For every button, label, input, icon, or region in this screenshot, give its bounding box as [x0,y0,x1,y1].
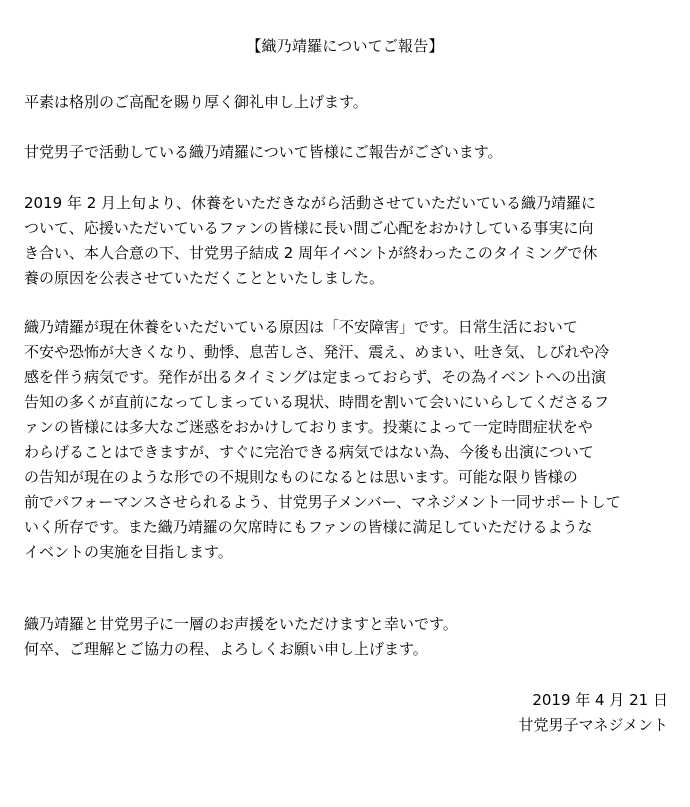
text-line: 甘党男子で活動している織乃靖羅について皆様にご報告がございます。 [24,143,503,161]
text-line: 不安や恐怖が大きくなり、動悸、息苦しさ、発汗、震え、めまい、吐き気、しびれや冷 [24,343,610,361]
text-line: 織乃靖羅と甘党男子に一層のお声援をいただけますと幸いです。 [24,615,458,633]
text-line: イベントの実施を目指します。 [24,543,233,561]
paragraph-intro [24,140,672,165]
text-line: 2019 年 2 月上旬より、休養をいただきながら活動させていただいている織乃靖羅に [24,194,597,212]
text-line: 平素は格別のご高配を賜り厚く御礼申し上げます。 [24,93,368,111]
text-line: いく所存です。また織乃靖羅の欠席時にもファンの皆様に満足していただけるような [24,518,593,536]
paragraph-closing [24,612,672,662]
text-line: の告知が現在のような形での不規則なものになるとは思います。可能な限り皆様の [24,468,578,486]
text-line: 告知の多くが直前になってしまっている現状、時間を割いて会いにいらしてくださるフ [24,393,610,411]
document-title: 【織乃靖羅についてご報告】 [246,37,444,55]
signature-org: 甘党男子マネジメント [518,716,668,734]
paragraph-announcement [24,191,672,291]
text-line: わらげることはできますが、すぐに完治できる病気ではない為、今後も出演について [24,443,594,461]
text-line: き合い、本人合意の下、甘党男子結成 2 周年イベントが終わったこのタイミングで休 [24,244,598,262]
text-line: 何卒、ご理解とご協力の程、よろしくお願い申し上げます。 [24,640,428,658]
signature-date: 2019 年 4 月 21 日 [532,691,668,709]
text-line: ァンの皆様には多大なご迷惑をおかけしております。投薬によって一定時間症状をや [24,418,593,436]
text-line: 織乃靖羅が現在休養をいただいている原因は「不安障害」です。日常生活において [24,318,578,336]
text-line: 感を伴う病気です。発作が出るタイミングは定まっておらず、その為イベントへの出演 [24,368,607,386]
text-line: 前でパフォーマンスさせられるよう、甘党男子メンバー、マネジメント一同サポートして [24,493,621,511]
paragraph-greeting [24,90,672,115]
text-line: ついて、応援いただいているファンの皆様に長い間ご心配をおかけしている事実に向 [24,219,594,237]
text-line: 養の原因を公表させていただくことといたしました。 [24,269,385,287]
paragraph-details [24,315,672,565]
